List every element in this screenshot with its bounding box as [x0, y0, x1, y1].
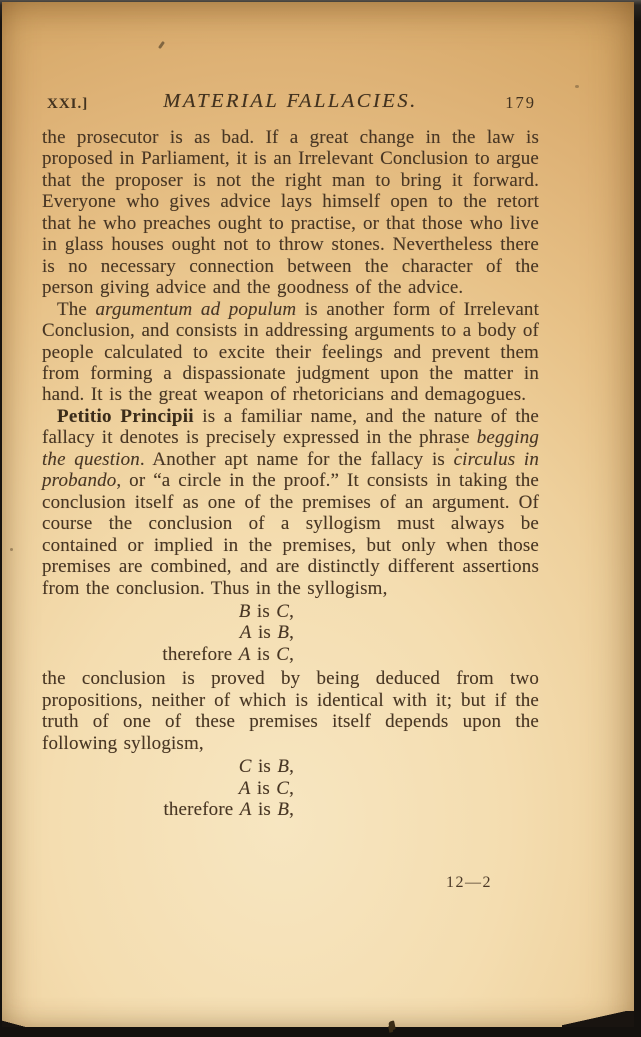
paragraph	[42, 299, 539, 406]
italic-term: B	[277, 622, 290, 644]
text-run: is	[251, 622, 278, 644]
text-run: ,	[289, 777, 294, 799]
text-run: ,	[289, 622, 294, 644]
italic-term: B	[277, 799, 290, 821]
syllogism-line	[42, 778, 294, 799]
text-run: The	[57, 298, 96, 320]
page-curl-shadow-left	[2, 1020, 28, 1027]
page-number: 179	[505, 93, 536, 112]
page-paper	[2, 2, 634, 1027]
chapter-marker: XXI.]	[47, 96, 89, 112]
syllogism-line	[42, 622, 294, 643]
text-run: is	[251, 799, 278, 821]
ink-speck	[575, 85, 579, 88]
italic-term: A	[239, 799, 252, 821]
syllogism-line	[42, 756, 294, 777]
text-run: the conclusion is proved by being deduced from two propositions, neither of which is identical with it; but if the truth of one of these premises itself depends upon the following syllogism,	[42, 668, 539, 754]
ink-blot	[388, 1020, 396, 1030]
signature-mark: 12—2	[446, 874, 492, 891]
italic-term: C	[276, 777, 290, 799]
text-run: . Another apt name for the fallacy is	[139, 448, 454, 470]
text-run: , or “a circle in the proof.” It consists in taking the conclusion itself as one of the premises of an argument. Of course the conclusion of a syllogism must always be contained or implied in the premises, but only when those premises are combined, and are distinctly different assertions from the conclusion. Thus in the syllogism,	[42, 470, 539, 599]
italic-term: A	[239, 622, 252, 644]
italic-term: C	[276, 600, 290, 622]
text-run: ,	[289, 600, 294, 622]
paragraph	[42, 406, 539, 599]
italic-term: C	[238, 756, 252, 778]
syllogism-line	[42, 799, 294, 820]
italic-term: begging the question	[42, 427, 539, 470]
text-run: ,	[289, 799, 294, 821]
text-run: ,	[289, 756, 294, 778]
syllogism	[42, 756, 539, 820]
bold-term: Petitio Principii	[57, 405, 194, 427]
syllogism-line	[42, 644, 294, 665]
italic-term: B	[277, 756, 290, 778]
body-text	[42, 127, 539, 824]
text-run: ,	[289, 643, 294, 665]
italic-term: A	[238, 643, 251, 665]
text-run: therefore	[162, 643, 239, 665]
ink-speck	[158, 41, 165, 49]
text-run: is another form of Irrelevant Conclusion, and consists in addressing arguments to a body of people calculated to excite their feelings and prevent them from forming a dispassionate judgment upon the matter in hand. It is the great weapon of rhetoricians and demagogues.	[42, 298, 539, 406]
italic-term: B	[238, 600, 251, 622]
text-run: is	[250, 777, 277, 799]
text-run: is	[251, 756, 278, 778]
syllogism	[42, 601, 539, 665]
ink-speck	[10, 548, 13, 551]
italic-term: C	[276, 643, 290, 665]
italic-term: A	[238, 777, 251, 799]
text-run: is	[250, 643, 277, 665]
text-run: is	[250, 600, 277, 622]
italic-term: circulus in probando	[42, 448, 539, 492]
syllogism-line	[42, 601, 294, 622]
page-curl-shadow	[562, 1011, 634, 1027]
text-run: the prosecutor is as bad. If a great change in the law is proposed in Parliament, it is an Irrelevant Conclusion to argue that the proposer is not the right man to bring it forward. Everyone who gives advice lays himself open to the retort that he who preaches ought to practise, or that those who live in glass houses ought not to throw stones. Nevertheless there is no necessary connection between the character of the person giving advice and the goodness of the advice.	[42, 127, 539, 299]
italic-term: argumentum ad populum	[95, 298, 297, 320]
text-run: therefore	[163, 799, 240, 821]
paragraph	[42, 668, 539, 754]
text-run: is a familiar name, and the nature of the fallacy it denotes is precisely expressed in the phrase	[42, 405, 539, 449]
page-header	[42, 90, 539, 116]
running-title: MATERIAL FALLACIES.	[163, 90, 418, 112]
paragraph	[42, 127, 539, 299]
